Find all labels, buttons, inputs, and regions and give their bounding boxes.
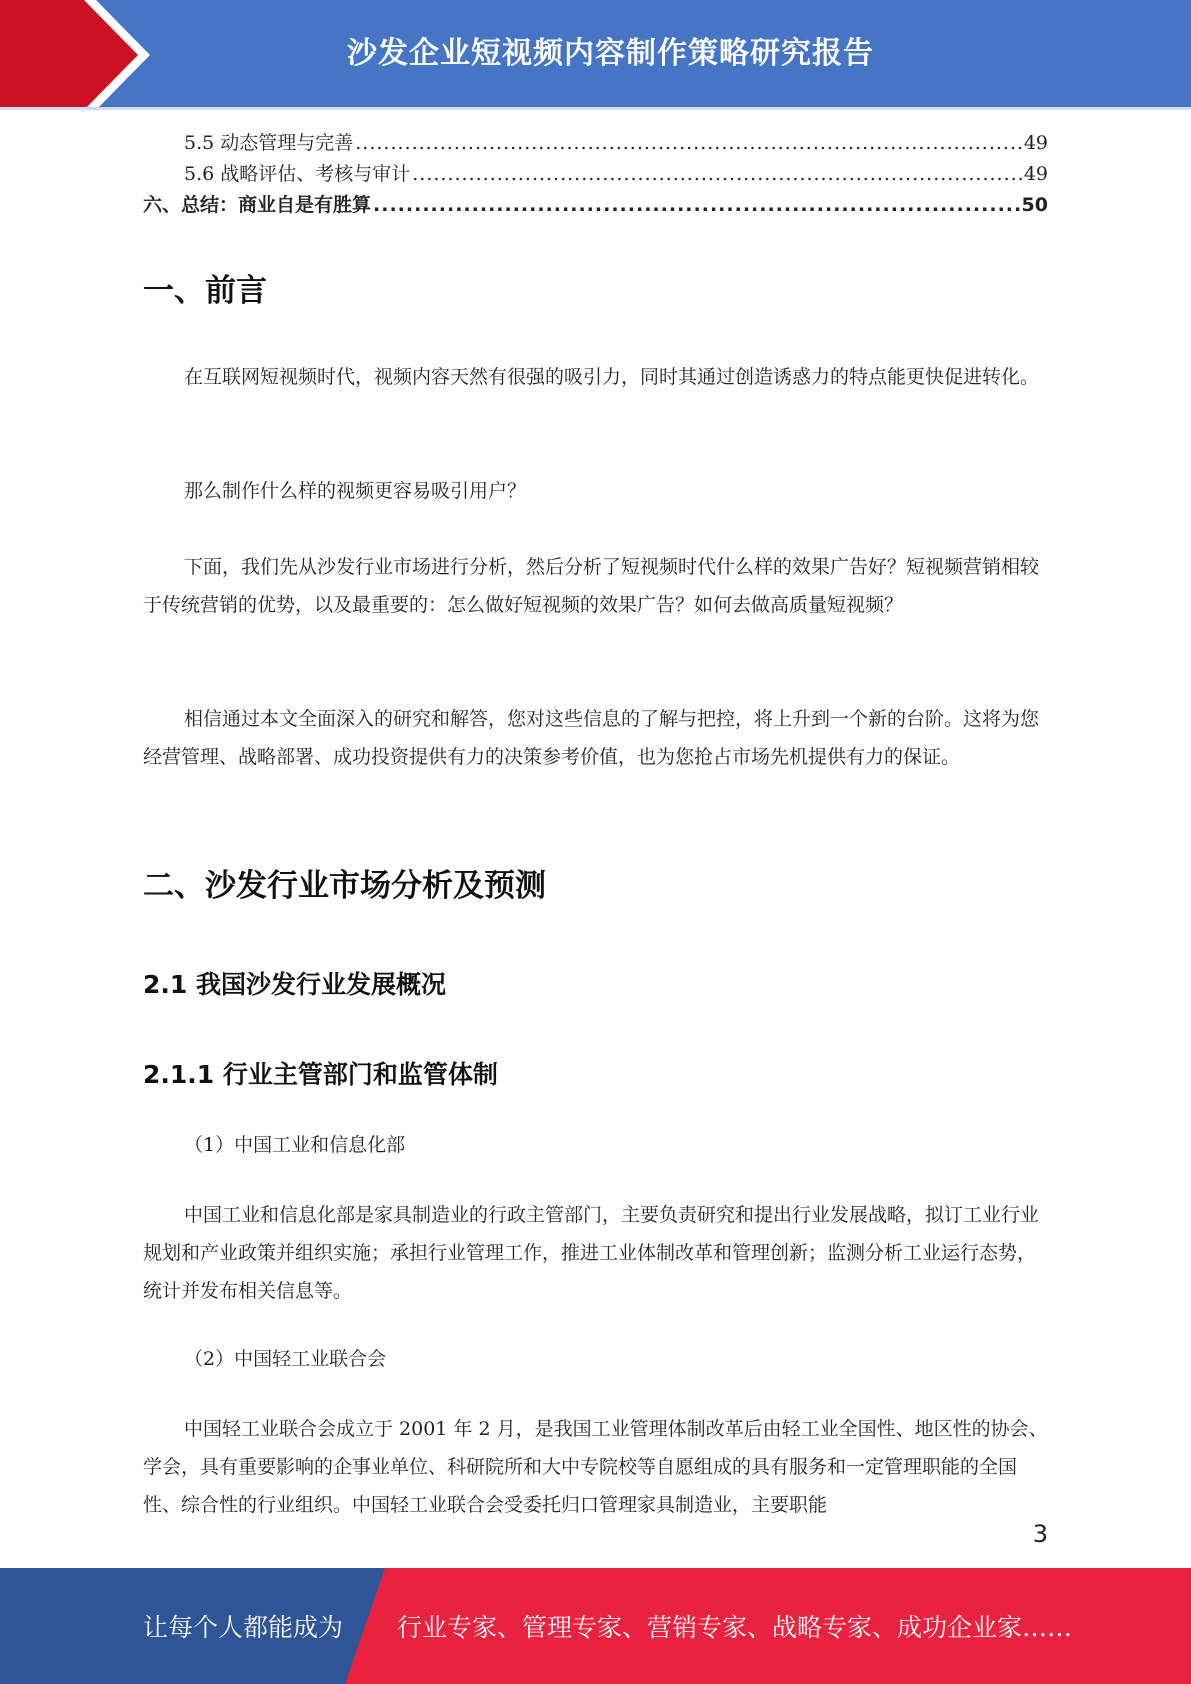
section-heading-preface: 一、前言	[143, 273, 267, 309]
footer-slogan-right: 行业专家、管理专家、营销专家、战略专家、成功企业家……	[397, 1613, 1073, 1642]
header-divider	[0, 107, 1191, 110]
subsection-heading: 2.1 我国沙发行业发展概况	[143, 970, 446, 999]
toc-leader-dots	[373, 190, 1020, 221]
toc-leader-dots	[412, 159, 1022, 190]
paragraph: 下面，我们先从沙发行业市场进行分析，然后分析了短视频时代什么样的效果广告好？短视频营销相较于传统营销的优势，以及最重要的：怎么做好短视频的效果广告？如何去做高质量短视频？	[143, 556, 1040, 616]
subsection-heading: 2.1.1 行业主管部门和监管体制	[143, 1060, 498, 1089]
toc-entry[interactable]	[143, 128, 1048, 159]
toc-entry-page: 49	[1023, 132, 1048, 154]
page-footer	[0, 1568, 1191, 1684]
list-item: （1）中国工业和信息化部	[184, 1134, 406, 1156]
toc-entry-label: 5.6 战略评估、考核与审计	[184, 163, 411, 185]
toc-entry[interactable]	[143, 190, 1048, 221]
list-item: （2）中国轻工业联合会	[184, 1348, 387, 1370]
table-of-contents	[143, 128, 1048, 221]
paragraph: 中国工业和信息化部是家具制造业的行政主管部门，主要负责研究和提出行业发展战略，拟订工业行业规划和产业政策并组织实施；承担行业管理工作，推进工业体制改革和管理创新；监测分析工业运行态势，统计并发布相关信息等。	[143, 1204, 1040, 1302]
paragraph: 在互联网短视频时代，视频内容天然有很强的吸引力，同时其通过创造诱惑力的特点能更快促进转化。	[184, 366, 1040, 388]
header-title: 沙发企业短视频内容制作策略研究报告	[347, 36, 874, 71]
paragraph: 相信通过本文全面深入的研究和解答，您对这些信息的了解与把控，将上升到一个新的台阶。这将为您经营管理、战略部署、成功投资提供有力的决策参考价值，也为您抢占市场先机提供有力的保证。	[143, 708, 1040, 768]
toc-entry-label: 5.5 动态管理与完善	[184, 132, 354, 154]
section-heading-market: 二、沙发行业市场分析及预测	[143, 868, 546, 904]
footer-slogan-left: 让每个人都能成为	[143, 1613, 344, 1642]
page-header	[0, 0, 1191, 110]
page-number: 3	[1032, 1520, 1048, 1548]
paragraph: 中国轻工业联合会成立于 2001 年 2 月，是我国工业管理体制改革后由轻工业全国性、地区性的协会、学会，具有重要影响的企事业单位、科研院所和大中专院校等自愿组成的具有服务和一定管理职能的全国性、综合性的行业组织。中国轻工业联合会受委托归口管理家具制造业，主要职能	[143, 1418, 1048, 1516]
toc-leader-dots	[355, 128, 1022, 159]
toc-entry-page: 49	[1023, 163, 1048, 185]
toc-entry[interactable]	[143, 159, 1048, 190]
paragraph: 那么制作什么样的视频更容易吸引用户？	[184, 480, 527, 502]
toc-entry-page: 50	[1021, 194, 1048, 216]
toc-entry-label: 六、总结：商业自是有胜算	[143, 194, 372, 216]
